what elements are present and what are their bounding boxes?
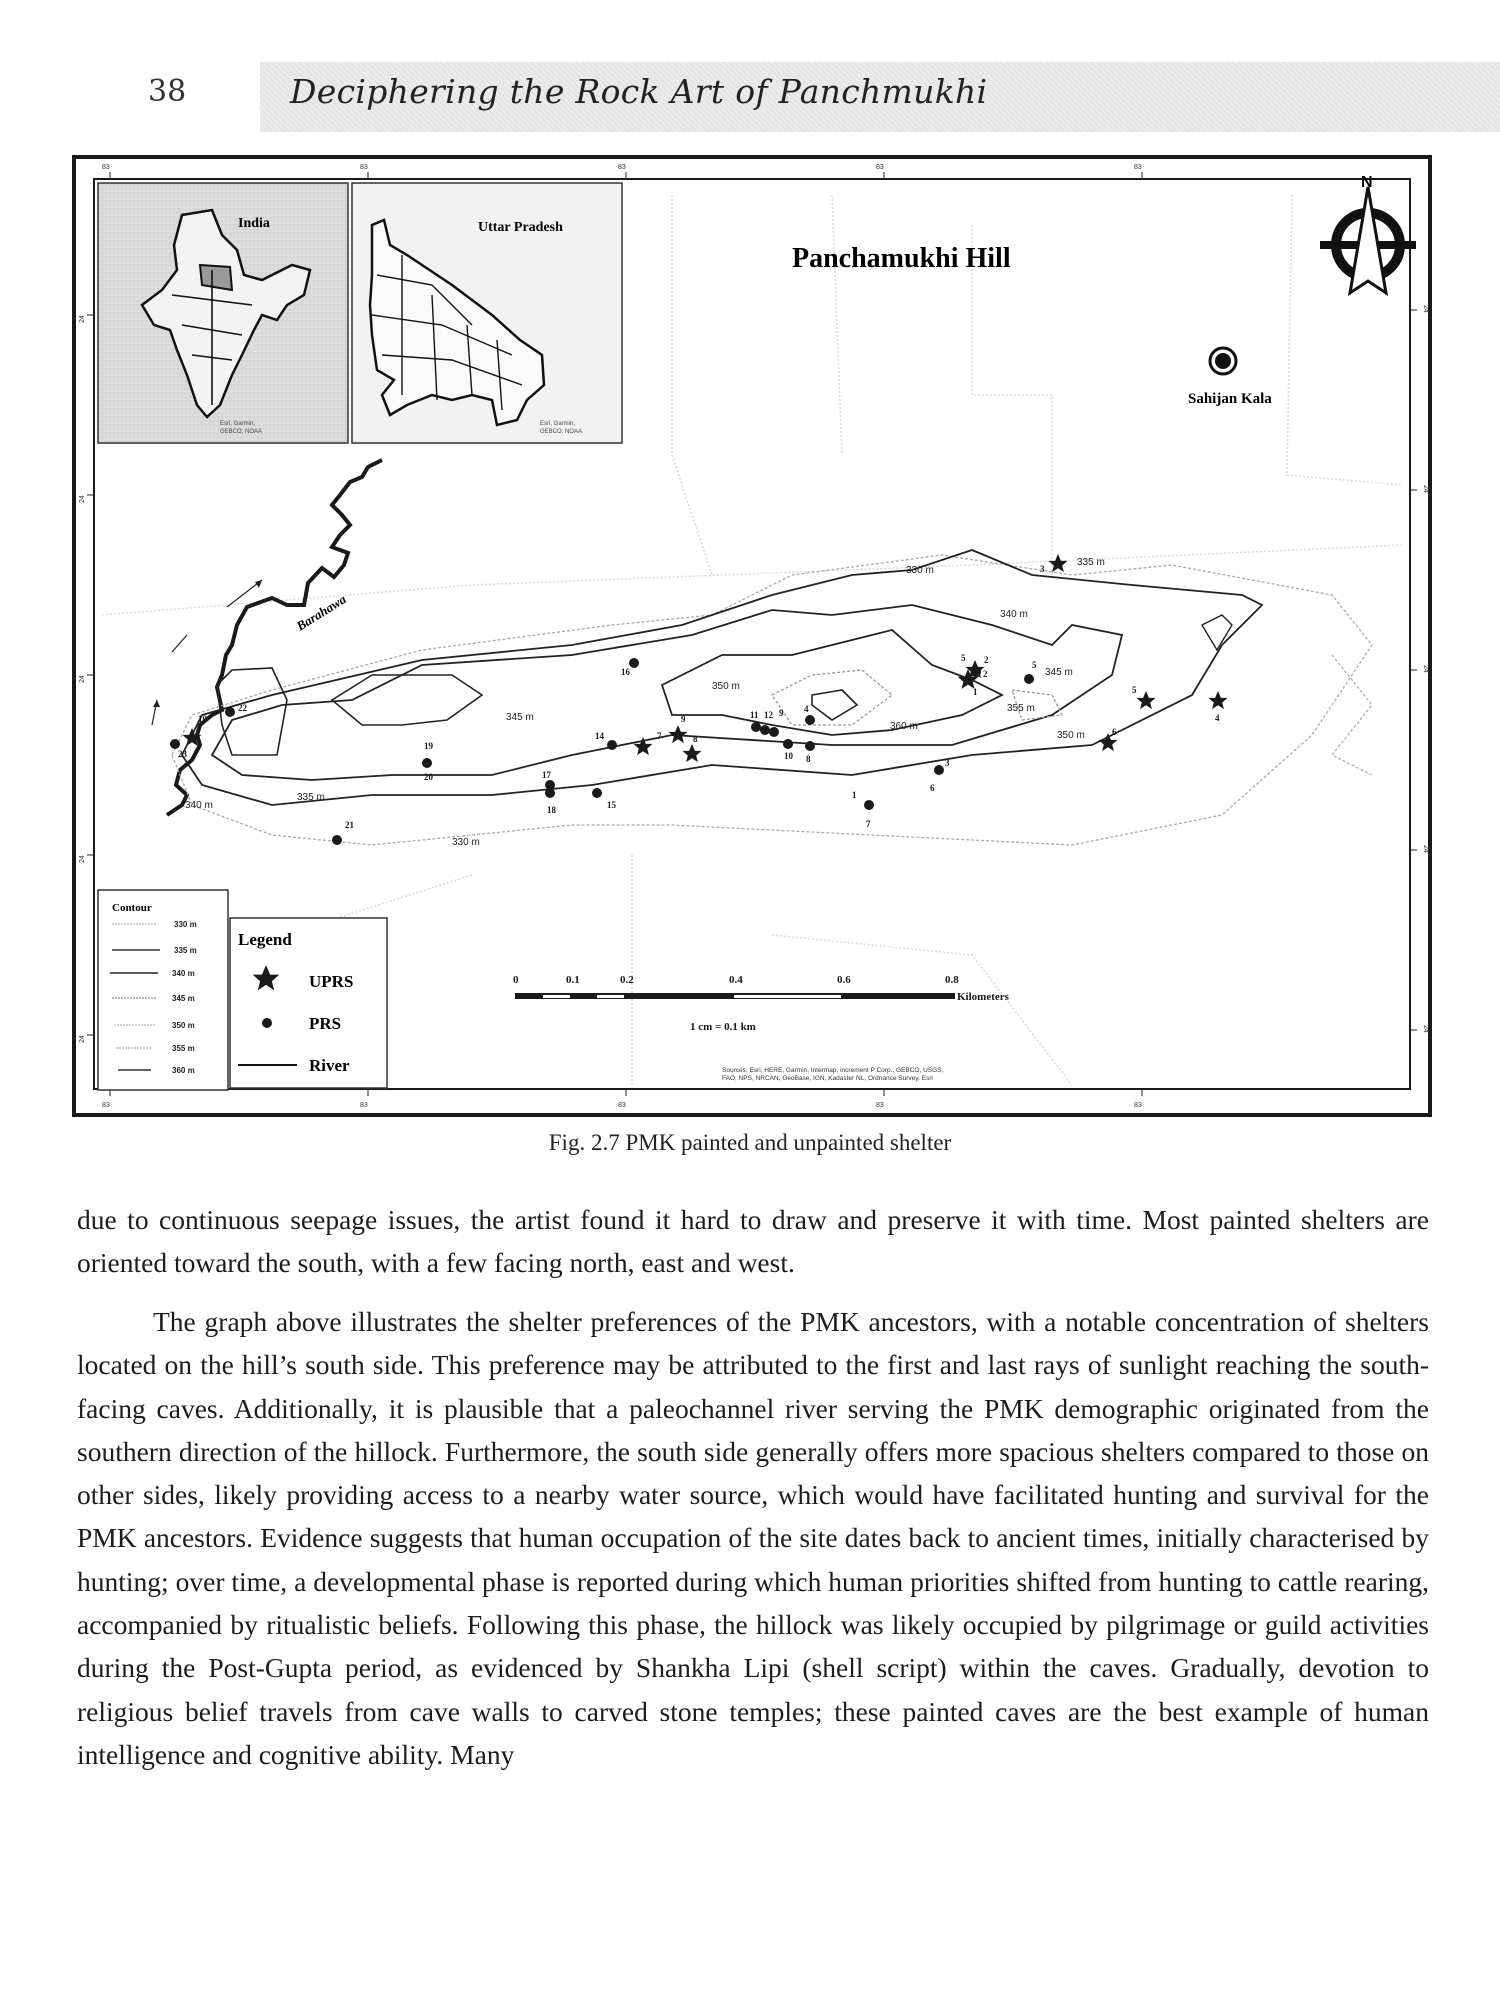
contour-label: 335 m xyxy=(297,792,325,803)
paragraph-text: The graph above illustrates the shelter preferences of the PMK ancestors, with a notable concentration of shelters located on the hill’s south side. This preference may be attributed to the first and last rays of sunlight reaching the south-facing caves. Additionally, it is plausible that a paleochannel river serving the PMK demographic originated from the southern direction of the hillock. Furthermore, the south side generally offers more spacious shelters compared to those on other sides, likely providing access to a nearby water source, which would have facilitated hunting and survival for the PMK ancestors. Evidence suggests that human occupation of the site dates back to ancient times, initially characterised by hunting; over time, a developmental phase is reported during which human priorities shifted from hunting to cattle rearing, accompanied by ritualistic beliefs. Following this phase, the hillock was likely occupied by pilgrimage or guild activities during the Post-Gupta period, as evidenced by Shankha Lipi (shell script) within the caves. Gradually, devotion to religious belief travels from cave walls to carved stone temples; these painted caves are the best example of human intelligence and cognitive ability. Many xyxy=(77,1306,1429,1770)
site-number: 3 xyxy=(1040,564,1045,574)
inset-up-label: Uttar Pradesh xyxy=(478,220,563,235)
prs-dot xyxy=(422,758,432,768)
contour-label: 340 m xyxy=(185,800,213,811)
prs-dot xyxy=(934,765,944,775)
inset-credit: GEBCO, NOAA xyxy=(540,429,583,435)
prs-dot xyxy=(1024,674,1034,684)
inset-credit: Esri, Garmin, xyxy=(220,421,256,427)
grid-label: 83 xyxy=(618,1102,626,1109)
inset-credit: Esri, Garmin, xyxy=(540,421,576,427)
inset-map-uttar-pradesh xyxy=(352,183,622,443)
legend-item-label: UPRS xyxy=(309,972,354,991)
site-number: 3 xyxy=(945,758,950,768)
site-number: 21 xyxy=(345,820,354,830)
legend-item-label: PRS xyxy=(309,1014,342,1033)
site-number: 23 xyxy=(178,749,187,759)
site-number: 7 xyxy=(866,819,871,829)
site-number: 19 xyxy=(424,741,433,751)
scale-ratio: 1 cm = 0.1 km xyxy=(690,1021,756,1033)
scale-tick: 0.6 xyxy=(837,974,851,986)
grid-label: 24 xyxy=(79,855,86,863)
contour-label: 360 m xyxy=(890,721,918,732)
grid-label: 24 xyxy=(1422,845,1429,853)
site-number: 6 xyxy=(930,783,935,793)
prs-dot xyxy=(545,788,555,798)
prs-dot xyxy=(783,739,793,749)
site-number: 7 xyxy=(657,731,662,741)
grid-label: 24 xyxy=(1422,665,1429,673)
symbol-legend xyxy=(230,918,387,1088)
scale-tick: 0.4 xyxy=(729,974,743,986)
grid-label: 24 xyxy=(1422,485,1429,493)
scale-unit: Kilometers xyxy=(957,991,1009,1003)
contour-legend-item: 355 m xyxy=(172,1044,195,1053)
grid-label: 83 xyxy=(360,1102,368,1109)
prs-dot xyxy=(751,722,761,732)
grid-label: 24 xyxy=(1422,305,1429,313)
contour-label: 335 m xyxy=(1077,557,1105,568)
prs-dot xyxy=(760,725,770,735)
contour-legend-title: Contour xyxy=(112,902,152,914)
contour-legend-item: 330 m xyxy=(174,920,197,929)
grid-label: 83 xyxy=(876,164,884,171)
site-number: 2 xyxy=(984,655,989,665)
contour-label: 345 m xyxy=(1045,667,1073,678)
prs-dot xyxy=(864,800,874,810)
contour-legend-item: 360 m xyxy=(172,1066,195,1075)
site-number: 22 xyxy=(238,703,247,713)
running-title: Deciphering the Rock Art of Panchmukhi xyxy=(290,72,988,111)
grid-label: 83 xyxy=(618,164,626,171)
map-svg xyxy=(72,155,1432,1117)
contour-label: 340 m xyxy=(1000,609,1028,620)
grid-label: 24 xyxy=(79,315,86,323)
site-number: 4 xyxy=(804,704,809,714)
site-number: 12 xyxy=(764,710,773,720)
paragraph xyxy=(77,1300,1429,1776)
site-number: 2 xyxy=(983,669,988,679)
grid-label: 83 xyxy=(360,164,368,171)
site-number: 10 xyxy=(198,714,207,724)
contour-label: 355 m xyxy=(1007,703,1035,714)
paragraph-text: due to continuous seepage issues, the artist found it hard to draw and preserve it with time. Most painted shelters are oriented toward the south, with a few facing north, east and west. xyxy=(77,1204,1429,1279)
prs-dot xyxy=(607,740,617,750)
inset-credit: GEBCO, NOAA xyxy=(220,429,263,435)
grid-label: 24 xyxy=(79,495,86,503)
river-label: Barahawa xyxy=(293,591,349,634)
grid-label: 83 xyxy=(102,1102,110,1109)
figure-caption: Fig. 2.7 PMK painted and unpainted shelter xyxy=(548,1130,952,1155)
scale-tick: 0.2 xyxy=(620,974,634,986)
contour-label: 350 m xyxy=(712,681,740,692)
scale-tick: 0 xyxy=(513,974,519,986)
site-number: 1 xyxy=(852,790,857,800)
site-number: 4 xyxy=(1215,713,1220,723)
prs-dot xyxy=(805,741,815,751)
site-number: 5 xyxy=(1132,685,1137,695)
prs-dot xyxy=(332,835,342,845)
contour-label: 330 m xyxy=(452,837,480,848)
site-number: 16 xyxy=(621,667,630,677)
site-number: 18 xyxy=(547,805,556,815)
site-number: 11 xyxy=(750,710,759,720)
site-number: 17 xyxy=(542,770,551,780)
grid-label: 83 xyxy=(1134,164,1142,171)
contour-label: 350 m xyxy=(1057,730,1085,741)
site-number: 5 xyxy=(961,653,966,663)
grid-label: 24 xyxy=(79,1035,86,1043)
site-number: 8 xyxy=(806,754,811,764)
site-number: 15 xyxy=(607,800,616,810)
legend-title: Legend xyxy=(238,930,292,949)
prs-dot xyxy=(170,739,180,749)
site-number: 8 xyxy=(693,734,698,744)
place-label: Sahijan Kala xyxy=(1188,391,1272,407)
sources-credit: FAO, NPS, NRCAN, GeoBase, IGN, Kadaster NL, Ordnance Survey, Esri xyxy=(722,1075,933,1082)
contour-legend-item: 345 m xyxy=(172,994,195,1003)
contour-label: 330 m xyxy=(906,565,934,576)
site-number: 9 xyxy=(681,714,686,724)
site-number: 9 xyxy=(779,708,784,718)
paragraph xyxy=(77,1198,1429,1285)
grid-label: 24 xyxy=(79,675,86,683)
contour-legend xyxy=(98,890,228,1090)
contour-legend-item: 340 m xyxy=(172,969,195,978)
prs-dot xyxy=(629,658,639,668)
site-number: 1 xyxy=(973,687,978,697)
map-title: Panchamukhi Hill xyxy=(792,243,1011,274)
site-number: 6 xyxy=(1112,727,1117,737)
site-number: 14 xyxy=(595,731,604,741)
prs-dot xyxy=(225,707,235,717)
scale-tick: 0.1 xyxy=(566,974,580,986)
legend-item-label: River xyxy=(309,1056,350,1075)
north-label: N xyxy=(1361,174,1373,191)
grid-label: 83 xyxy=(1134,1102,1142,1109)
grid-label: 83 xyxy=(876,1102,884,1109)
site-number: 5 xyxy=(1032,660,1037,670)
prs-dot xyxy=(805,715,815,725)
prs-dot xyxy=(769,727,779,737)
scale-tick: 0.8 xyxy=(945,974,959,986)
inset-india-label: India xyxy=(238,216,270,231)
grid-label: 24 xyxy=(1422,1025,1429,1033)
uttar-pradesh-highlight xyxy=(200,265,232,290)
inset-map-india xyxy=(98,183,348,443)
site-number: 20 xyxy=(424,772,433,782)
grid-label: 83 xyxy=(102,164,110,171)
contour-label: 345 m xyxy=(506,712,534,723)
page-number: 38 xyxy=(148,74,187,109)
map-figure xyxy=(72,155,1432,1117)
sources-credit: Sources: Esri, HERE, Garmin, Intermap, increment P Corp., GEBCO, USGS, xyxy=(722,1067,944,1074)
contour-legend-item: 335 m xyxy=(174,946,197,955)
prs-dot-icon xyxy=(262,1018,272,1028)
prs-dot xyxy=(592,788,602,798)
site-number: 10 xyxy=(784,751,793,761)
contour-legend-item: 350 m xyxy=(172,1021,195,1030)
